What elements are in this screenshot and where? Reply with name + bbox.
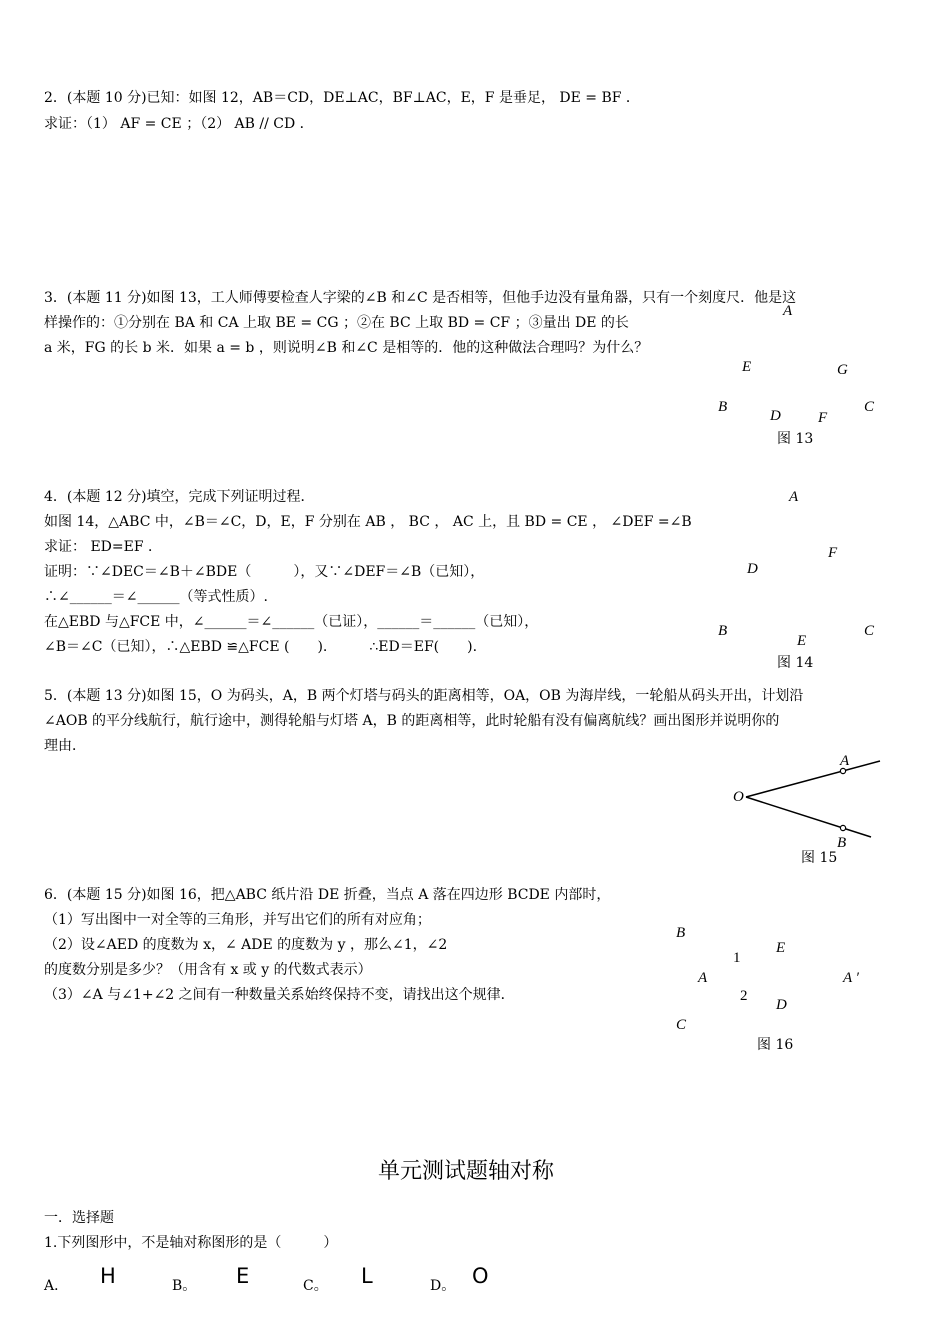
q4-line2: 如图 14，△ABC 中，∠B＝∠C，D，E，F 分别在 AB ， BC ， AC 上，且 BD = CE ， ∠DEF =∠B bbox=[44, 514, 692, 530]
fig14-label-a: A bbox=[789, 489, 799, 505]
fig13-label-b: B bbox=[718, 399, 728, 415]
fig13-label-c: C bbox=[864, 399, 875, 415]
q2-line2: 求证：（1） AF = CE ；（2） AB // CD ． bbox=[44, 116, 314, 132]
fig14-label-e: E bbox=[797, 633, 807, 649]
fig15-label-o: O bbox=[733, 789, 744, 805]
option-a-shape: H bbox=[100, 1264, 116, 1288]
q6-line1: 6．(本题 15 分)如图 16，把△ABC 纸片沿 DE 折叠，当点 A 落在四边形 BCDE 内部时， bbox=[44, 887, 611, 903]
q4-line7: ∠B＝∠C（已知），∴△EBD ≌△FCE ( ). ∴ED＝EF( ). bbox=[44, 639, 478, 655]
option-b-shape: E bbox=[236, 1264, 250, 1288]
fig16-label-c: C bbox=[676, 1017, 687, 1033]
q4-line4: 证明：∵∠DEC＝∠B＋∠BDE（ ），又∵∠DEF＝∠B（已知）， bbox=[44, 564, 485, 580]
q6-line2: （1）写出图中一对全等的三角形，并写出它们的所有对应角； bbox=[44, 912, 431, 928]
fig15-caption: 图 15 bbox=[801, 850, 838, 866]
fig14-label-d: D bbox=[747, 561, 758, 577]
fig13-label-f: F bbox=[818, 410, 828, 426]
fig13-label-e: E bbox=[742, 359, 752, 375]
q5-line3: 理由． bbox=[44, 738, 86, 754]
q5-line2: ∠AOB 的平分线航行，航行途中，测得轮船与灯塔 A，B 的距离相等，此时轮船有没有偏离航线？画出图形并说明你的 bbox=[44, 713, 780, 729]
fig15-point-b bbox=[840, 825, 845, 830]
option-c-key: C。 bbox=[303, 1278, 328, 1294]
q4-line3: 求证： ED=EF ． bbox=[44, 539, 163, 555]
option-c-shape: L bbox=[361, 1264, 373, 1288]
q6-line3: （2）设∠AED 的度数为 x，∠ ADE 的度数为 y ，那么∠1，∠2 bbox=[44, 937, 448, 953]
fig14-label-f: F bbox=[828, 545, 838, 561]
fig16-label-b: B bbox=[676, 925, 686, 941]
fig14-caption: 图 14 bbox=[777, 655, 814, 671]
unit-title: 单元测试题轴对称 bbox=[378, 1159, 555, 1184]
fig16-label-angle-2: 2 bbox=[740, 988, 748, 1004]
q5-line1: 5．(本题 13 分)如图 15，O 为码头，A，B 两个灯塔与码头的距离相等，OA，OB 为海岸线，一轮船从码头开出，计划沿 bbox=[44, 688, 804, 704]
fig16-label-a: A bbox=[698, 970, 708, 986]
fig15-ray-ob bbox=[746, 797, 871, 837]
q3-line3: a 米，FG 的长 b 米．如果 a = b ，则说明∠B 和∠C 是相等的．他的这种做法合理吗？为什么？ bbox=[44, 340, 649, 356]
q2-line1: 2．(本题 10 分)已知：如图 12，AB＝CD，DE⊥AC，BF⊥AC，E，F 是垂足， DE = BF ． bbox=[44, 90, 640, 106]
option-a-key: A． bbox=[44, 1278, 69, 1294]
fig16-caption: 图 16 bbox=[757, 1037, 794, 1053]
fig15-label-a: A bbox=[840, 753, 850, 769]
q6-line5: （3）∠A 与∠1+∠2 之间有一种数量关系始终保持不变，请找出这个规律． bbox=[44, 987, 515, 1003]
fig13-label-g: G bbox=[837, 362, 848, 378]
q6-line4: 的度数分别是多少？（用含有 x 或 y 的代数式表示） bbox=[44, 962, 372, 978]
q3-line1: 3．(本题 11 分)如图 13，工人师傅要检查人字梁的∠B 和∠C 是否相等，但他手边没有量角器，只有一个刻度尺．他是这 bbox=[44, 290, 797, 306]
fig16-label-d: D bbox=[776, 997, 787, 1013]
fig13-caption: 图 13 bbox=[777, 431, 814, 447]
q4-line5: ∴∠______＝∠______（等式性质）. bbox=[44, 589, 268, 605]
unit-section-heading: 一．选择题 bbox=[44, 1210, 114, 1226]
fig13-label-d: D bbox=[770, 408, 781, 424]
q3-line2: 样操作的：①分别在 BA 和 CA 上取 BE = CG ；②在 BC 上取 BD = CF ；③量出 DE 的长 bbox=[44, 315, 629, 331]
fig16-label-angle-1: 1 bbox=[733, 950, 741, 966]
fig16-label-a-prime: A ′ bbox=[843, 970, 859, 986]
option-d-shape: O bbox=[472, 1264, 489, 1288]
option-b-key: B。 bbox=[172, 1278, 197, 1294]
fig15-point-a bbox=[840, 768, 845, 773]
option-d-key: D。 bbox=[430, 1278, 456, 1294]
fig14-label-c: C bbox=[864, 623, 875, 639]
q4-line1: 4．(本题 12 分)填空，完成下列证明过程． bbox=[44, 489, 315, 505]
unit-q1-text: 1.下列图形中，不是轴对称图形的是（ ） bbox=[44, 1235, 338, 1251]
q4-line6: 在△EBD 与△FCE 中，∠______＝∠______（已证），______＝______（已知）， bbox=[44, 614, 539, 630]
fig15-label-b: B bbox=[837, 835, 847, 851]
fig13-label-a: A bbox=[783, 303, 793, 319]
fig14-label-b: B bbox=[718, 623, 728, 639]
fig15-ray-oa bbox=[746, 761, 880, 797]
fig16-label-e: E bbox=[776, 940, 786, 956]
